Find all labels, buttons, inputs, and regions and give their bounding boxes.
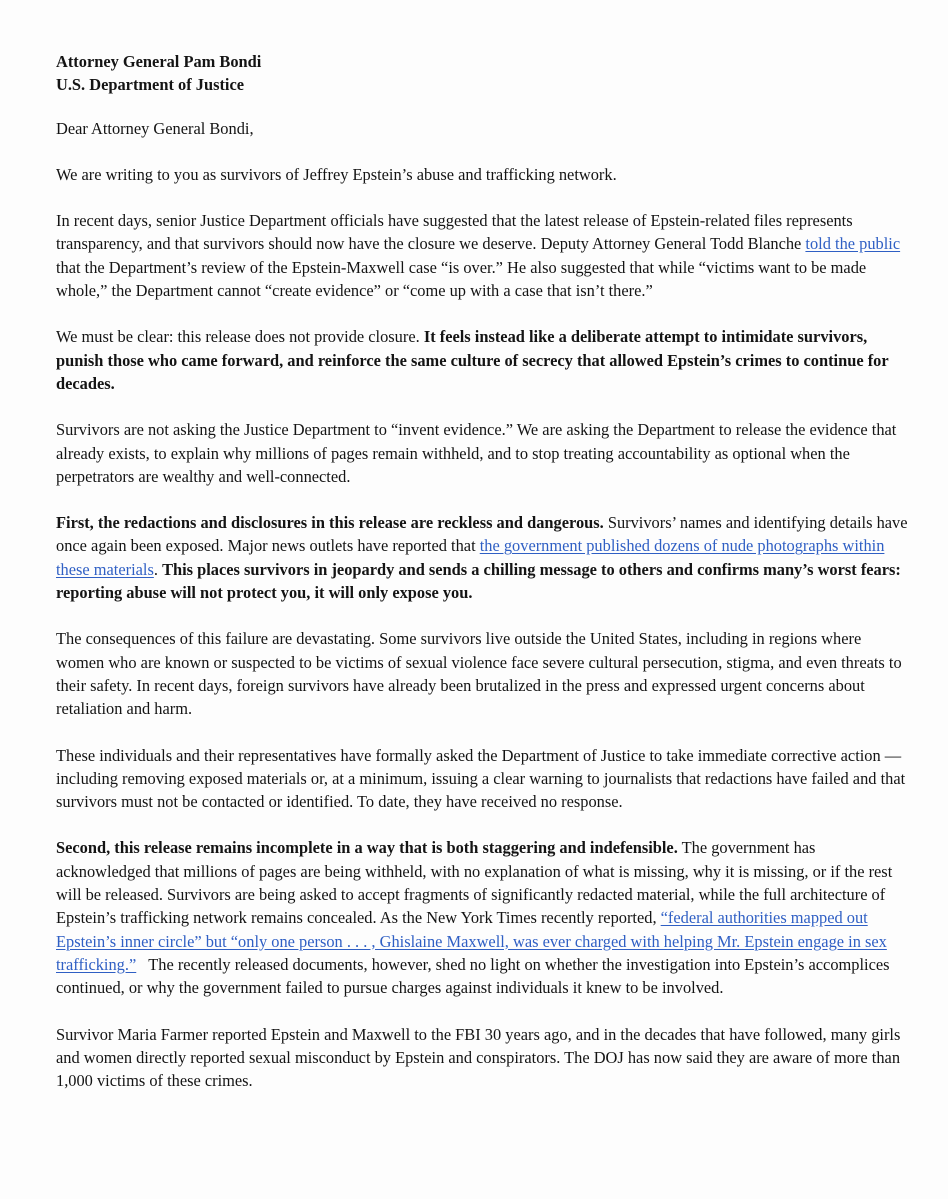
text-span: We must be clear: this release does not provide closure. <box>56 327 424 347</box>
text-span: The government has acknowledged that millions of pages are being withheld, with no explanation of what is missing, why it is missing, or if the rest will be released. Survivors are being asked to accept fragments of significantly redacted material, while the full architecture of Epstein’s trafficking network remains concealed. As the New York Times recently reported, <box>56 838 893 928</box>
text-span: . <box>153 559 163 579</box>
text-span: that the Department’s review of the Epstein-Maxwell case “is over.” He also suggested that while “victims want to be made whole,” the Department cannot “create evidence” or “come up with a case that isn’t there.” <box>56 257 867 301</box>
paragraph-incomplete <box>56 836 908 999</box>
text-span: The recently released documents, however, shed no light on whether the investigation into Epstein’s accomplices continued, or why the government failed to pursue charges against individuals it knew to be involved. <box>56 954 894 998</box>
salutation: Dear Attorney General Bondi, <box>56 118 254 138</box>
text-span: In recent days, senior Justice Department officials have suggested that the latest release of Epstein-related files represents transparency, and that survivors should now have the closure we deserve. Deputy Attorney General Todd Blanche <box>56 211 853 254</box>
paragraph-officials <box>56 209 908 302</box>
paragraph-redactions <box>56 511 908 604</box>
recipient-name: Attorney General Pam Bondi <box>56 52 262 71</box>
text-span: Survivors’ names and identifying details have once again been exposed. Major news outlets have reported that <box>56 513 908 556</box>
paragraph-closure <box>56 325 908 395</box>
bold-statement: It feels instead like a deliberate attempt to intimidate survivors, punish those who came forward, and reinforce the same culture of secrecy that allowed Epstein’s crimes to continue for decades. <box>56 327 889 393</box>
nude-photographs-link[interactable]: the government published dozens of nude photographs within these materials <box>56 536 885 579</box>
bold-statement: This places survivors in jeopardy and sends a chilling message to others and confirms many’s worst fears: reporting abuse will not protect you, it will only expose you. <box>56 559 901 603</box>
paragraph-representatives: These individuals and their representatives have formally asked the Department of Justice to take immediate corrective action — including removing exposed materials or, at a minimum, issuing a clear warning to journalists that redactions have failed and that survivors must not be contacted or identified. To date, they have received no response. <box>56 745 906 812</box>
told-the-public-link[interactable]: told the public <box>805 234 901 254</box>
paragraph-consequences: The consequences of this failure are devastating. Some survivors live outside the United States, including in regions where women who are known or suspected to be victims of sexual violence face severe cultural persecution, stigma, and even threats to their safety. In recent days, foreign survivors have already been brutalized in the press and expressed urgent concerns about retaliation and harm. <box>56 629 902 719</box>
recipient-office: U.S. Department of Justice <box>56 75 245 95</box>
bold-heading: Second, this release remains incomplete in a way that is both staggering and indefensible. <box>56 838 678 858</box>
recipient-block <box>56 50 908 97</box>
nyt-quote-link[interactable]: “federal authorities mapped out Epstein’s inner circle” but “only one person . . . , Ghislaine Maxwell, was ever charged with helping Mr. Epstein engage in sex trafficking.” <box>56 908 887 974</box>
paragraph-evidence: Survivors are not asking the Justice Department to “invent evidence.” We are asking the Department to release the evidence that already exists, to explain why millions of pages remain withheld, and to stop treating accountability as optional when the perpetrators are wealthy and well-connected. <box>56 420 897 486</box>
paragraph-intro: We are writing to you as survivors of Jeffrey Epstein’s abuse and trafficking network. <box>56 164 617 184</box>
paragraph-farmer: Survivor Maria Farmer reported Epstein and Maxwell to the FBI 30 years ago, and in the decades that have followed, many girls and women directly reported sexual misconduct by Epstein and conspirators. The DOJ has now said they are aware of more than 1,000 victims of these crimes. <box>56 1024 901 1091</box>
bold-heading: First, the redactions and disclosures in this release are reckless and dangerous. <box>56 513 604 533</box>
